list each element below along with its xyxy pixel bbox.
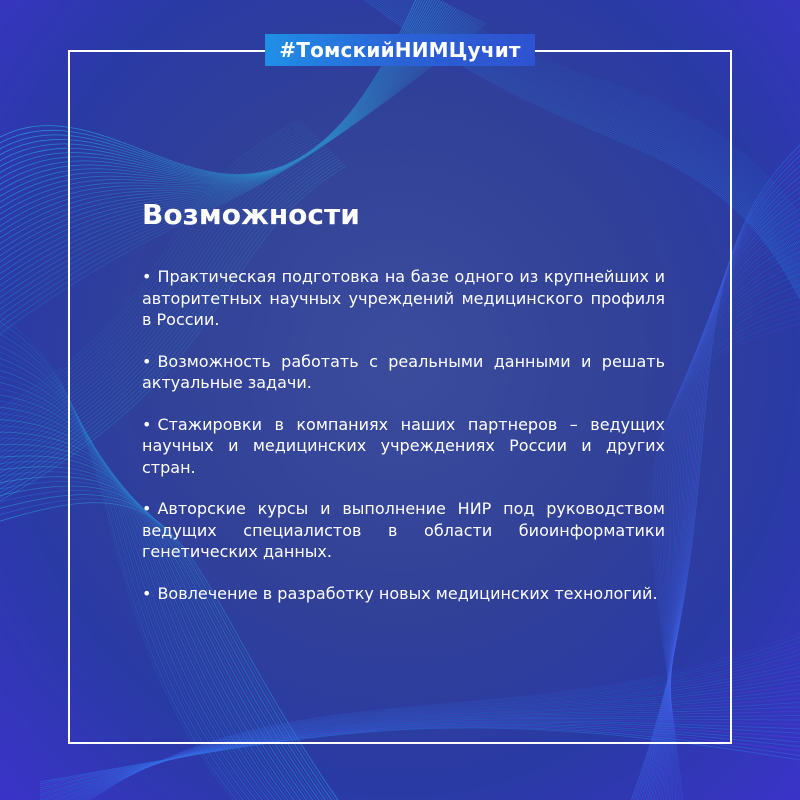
list-item-text: Вовлечение в разработку новых медицинских технологий.	[157, 583, 658, 603]
hashtag-container	[0, 34, 800, 66]
page-title: Возможности	[142, 198, 360, 231]
list-item	[142, 351, 665, 394]
bullet-icon: •	[142, 583, 152, 603]
bullet-icon: •	[142, 267, 152, 286]
opportunities-list	[142, 266, 665, 624]
list-item-text: Практическая подготовка на базе одного из крупнейших и авторитетных научных учреждений медицинского профиля в России.	[142, 267, 665, 329]
list-item	[142, 266, 665, 331]
bullet-icon: •	[142, 414, 152, 434]
list-item	[142, 583, 665, 605]
list-item	[142, 414, 665, 479]
list-item	[142, 498, 665, 563]
bullet-icon: •	[142, 499, 152, 518]
list-item-text: Авторские курсы и выполнение НИР под руководством ведущих специалистов в области биоинформатики генетических данных.	[142, 499, 665, 561]
bullet-icon: •	[142, 351, 152, 371]
hashtag-label: #ТомскийНИМЦучит	[265, 34, 534, 66]
list-item-text: Возможность работать с реальными данными и решать актуальные задачи.	[142, 351, 665, 392]
list-item-text: Стажировки в компаниях наших партнеров – ведущих научных и медицинских учреждениях России и других стран.	[142, 414, 665, 477]
